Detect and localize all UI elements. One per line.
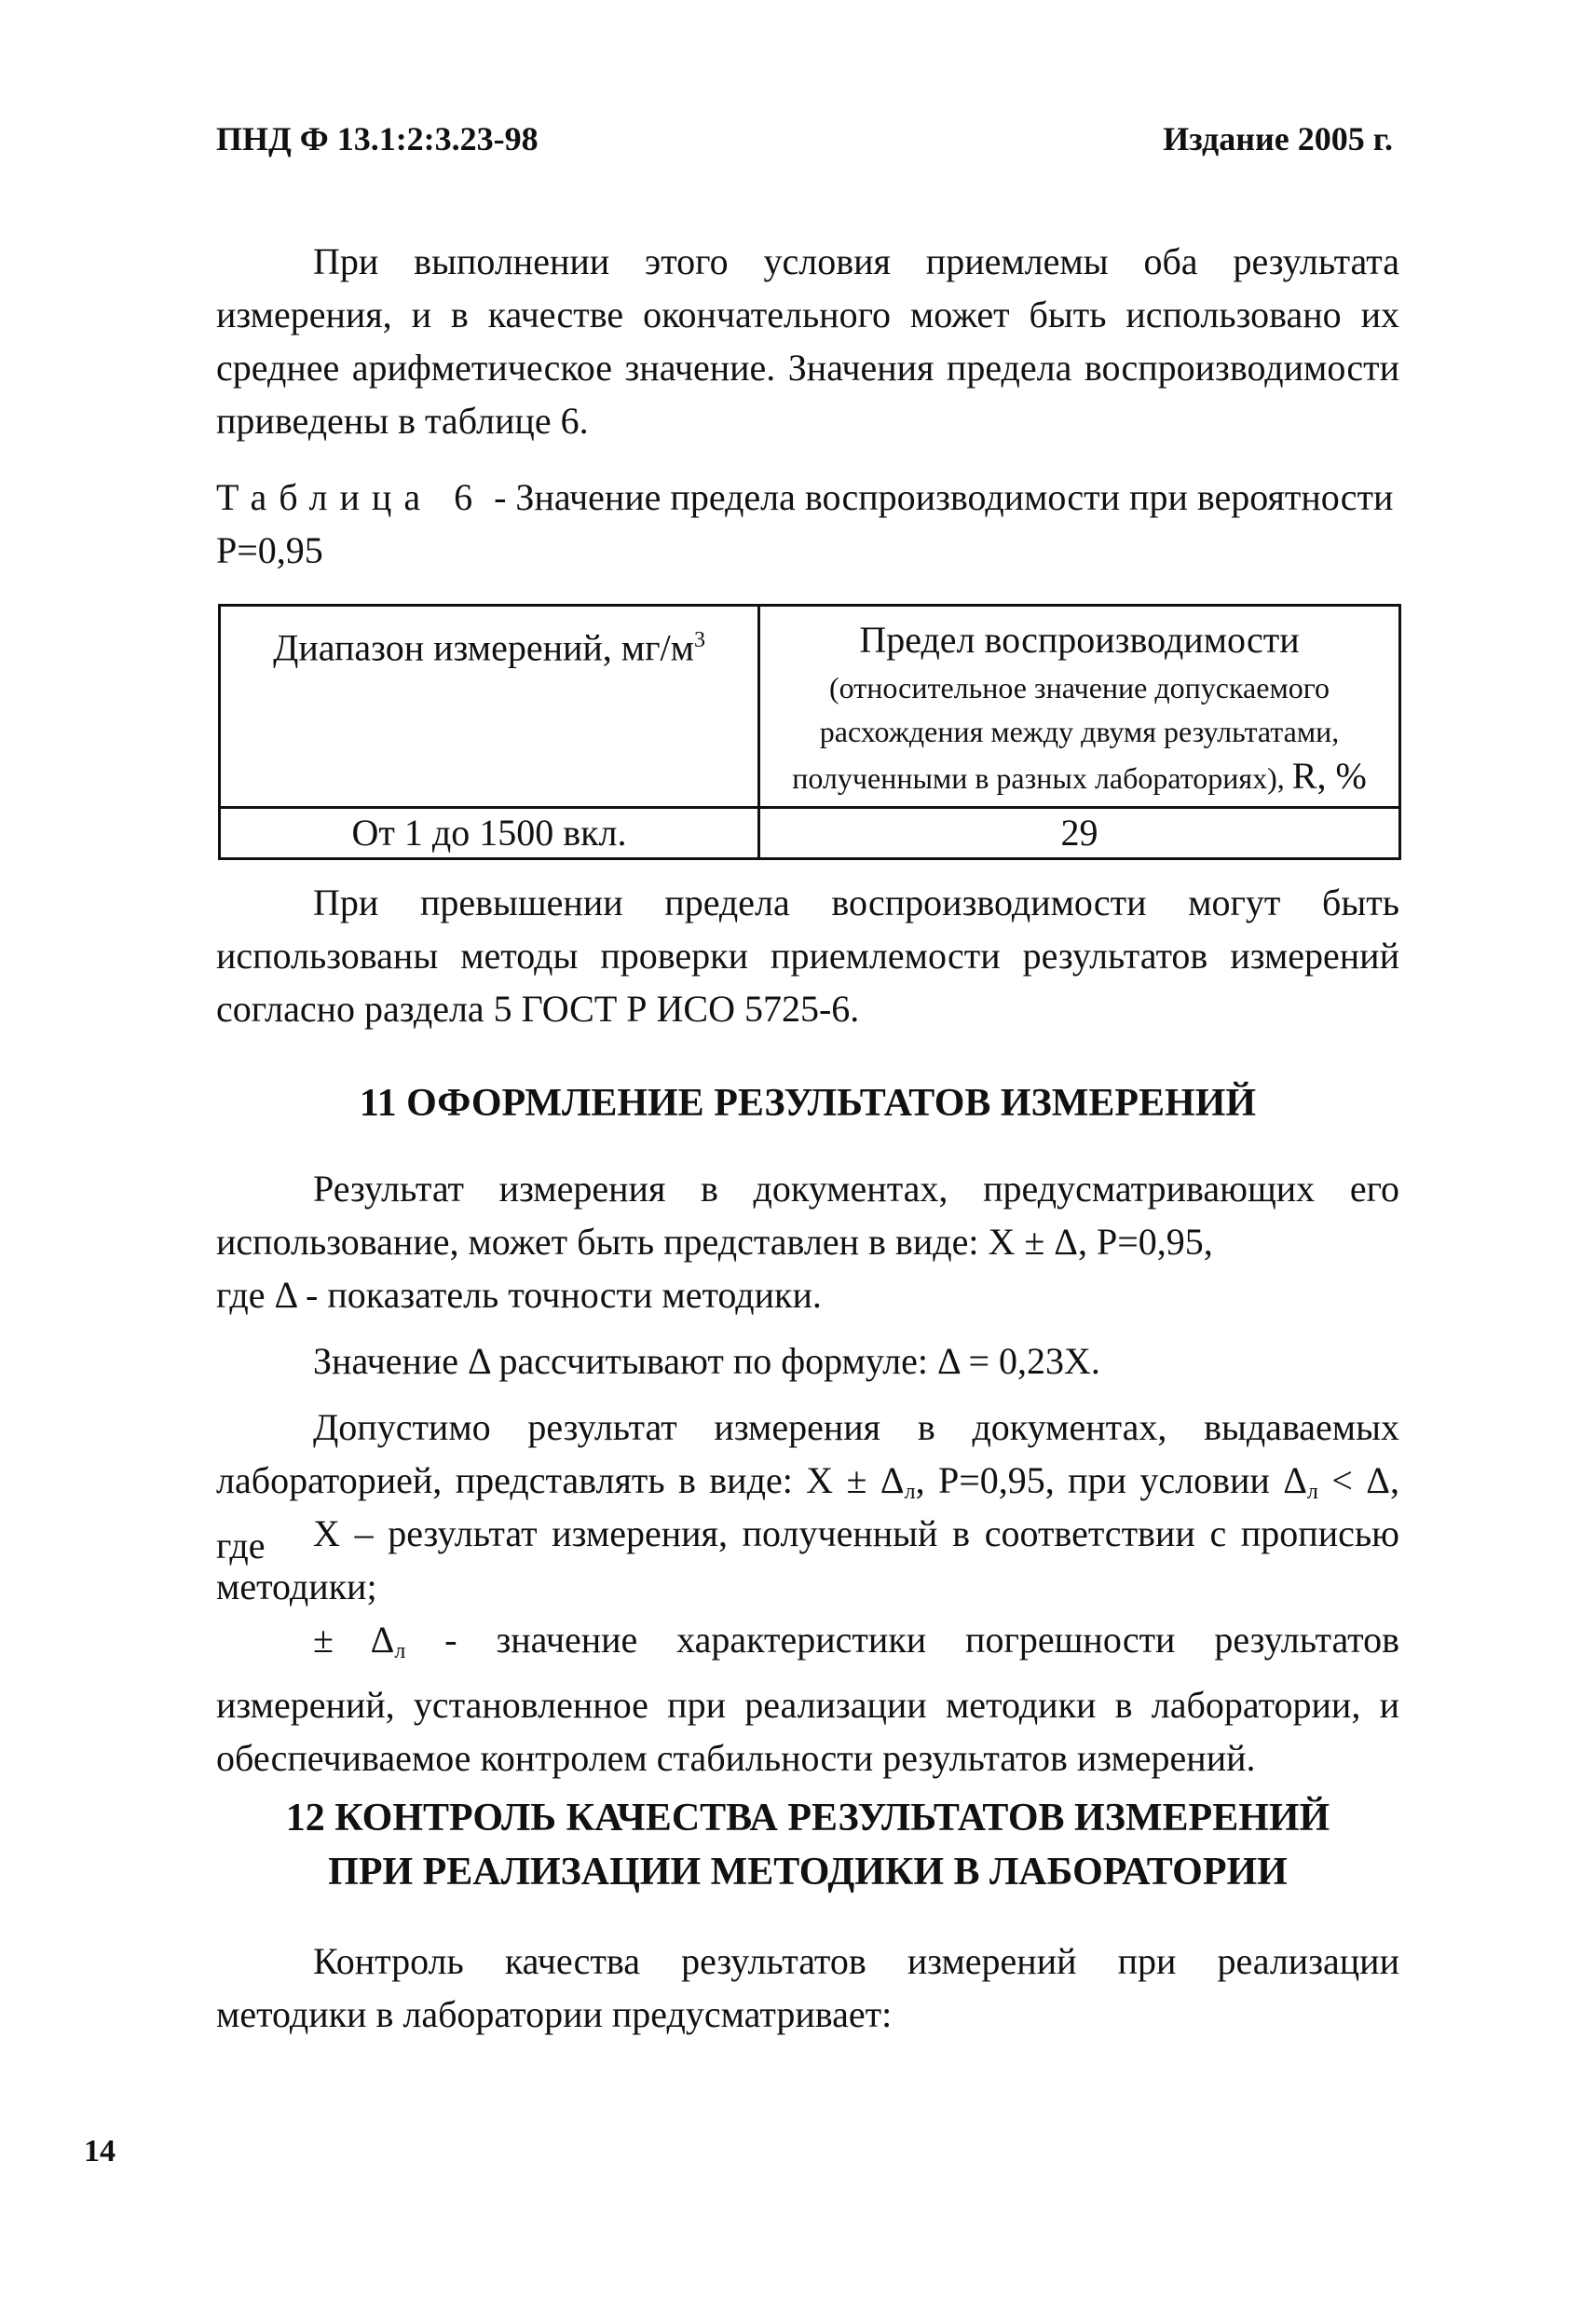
column-header-symbol: R, % bbox=[1291, 755, 1367, 797]
table-row bbox=[220, 808, 1400, 859]
section-11-paragraph-1 bbox=[216, 1162, 1399, 1268]
edition-label: Издание 2005 г. bbox=[1163, 120, 1393, 157]
column-header-limit-note bbox=[760, 666, 1398, 806]
section-11-p3-text-b: , P=0,95, при условии Δ bbox=[915, 1459, 1307, 1501]
section-12-heading bbox=[216, 1791, 1399, 1899]
section-12-heading-line-2: ПРИ РЕАЛИЗАЦИИ МЕТОДИКИ В ЛАБОРАТОРИИ bbox=[328, 1851, 1288, 1894]
section-11-paragraph-4: X – результат измерения, полученный в соответствии с прописью методики; bbox=[216, 1512, 1399, 1607]
column-header-note-text: (относительное значение допускаемого расхождения между двумя результатами, полученными в разных лабораториях), bbox=[792, 671, 1340, 795]
section-11-p5-text-a: ± Δ bbox=[313, 1619, 395, 1661]
section-11-p1-text: Результат измерения в документах, предусматривающих его использование, может быть представлен в виде: bbox=[216, 1168, 1399, 1263]
section-12-heading-line-1: 12 КОНТРОЛЬ КАЧЕСТВА РЕЗУЛЬТАТОВ ИЗМЕРЕНИЙ bbox=[285, 1797, 1330, 1839]
result-formula: X ± Δ, P=0,95, bbox=[988, 1221, 1213, 1263]
cubic-superscript: 3 bbox=[693, 628, 705, 652]
after-table-paragraph: При превышении предела воспроизводимости могут быть использованы методы проверки приемлемости результатов измерений согласно раздела 5 ГОСТ Р ИСО 5725-6. bbox=[216, 882, 1399, 1030]
lab-subscript: л bbox=[1306, 1480, 1318, 1504]
page-number: 14 bbox=[84, 2134, 116, 2168]
table-cell-value: 29 bbox=[759, 808, 1400, 859]
section-11-paragraph-2 bbox=[216, 1334, 1399, 1388]
section-11-heading: 11 ОФОРМЛЕНИЕ РЕЗУЛЬТАТОВ ИЗМЕРЕНИЙ bbox=[359, 1082, 1257, 1125]
delta-formula: Δ = 0,23X. bbox=[936, 1340, 1100, 1382]
table-caption-label: Таблица 6 bbox=[216, 476, 485, 518]
intro-paragraph: При выполнении этого условия приемлемы оба результата измерения, и в качестве окончательного может быть использовано их среднее арифметическое значение. Значения предела воспроизводимости приведены в таблице 6. bbox=[216, 240, 1399, 442]
column-header-range-text: Диапазон измерений, мг/м bbox=[273, 626, 694, 669]
reproducibility-table bbox=[218, 604, 1401, 860]
table-cell-range: От 1 до 1500 вкл. bbox=[220, 808, 759, 859]
column-header-limit bbox=[759, 606, 1400, 808]
lab-subscript: л bbox=[904, 1480, 916, 1504]
document-id: ПНД Ф 13.1:2:3.23-98 bbox=[216, 120, 539, 157]
column-header-range bbox=[220, 606, 759, 808]
lab-subscript: л bbox=[394, 1639, 406, 1663]
table-caption-text: - Значение предела воспроизводимости при вероятности P=0,95 bbox=[216, 476, 1394, 571]
section-11-p3-text-c: < Δ, где bbox=[216, 1459, 1399, 1566]
table-header-row bbox=[220, 606, 1400, 808]
section-11-p3-text-a: Допустимо результат измерения в документах, выдаваемых лабораторией, представлять в виде: X ± Δ bbox=[216, 1406, 1399, 1501]
section-11-p5-text-b: - значение характеристики погрешности результатов измерений, установленное при реализации методики в лаборатории, и обеспечиваемое контролем стабильности результатов измерений. bbox=[216, 1619, 1400, 1779]
section-11-paragraph-5 bbox=[216, 1613, 1399, 1785]
table-caption bbox=[216, 471, 1399, 577]
section-11-p2-text: Значение Δ рассчитывают по формуле: bbox=[313, 1340, 928, 1382]
column-header-limit-title: Предел воспроизводимости bbox=[859, 619, 1300, 661]
section-12-paragraph-1: Контроль качества результатов измерений при реализации методики в лаборатории предусматривает: bbox=[216, 1940, 1399, 2035]
section-11-where-line: где Δ - показатель точности методики. bbox=[216, 1274, 822, 1316]
